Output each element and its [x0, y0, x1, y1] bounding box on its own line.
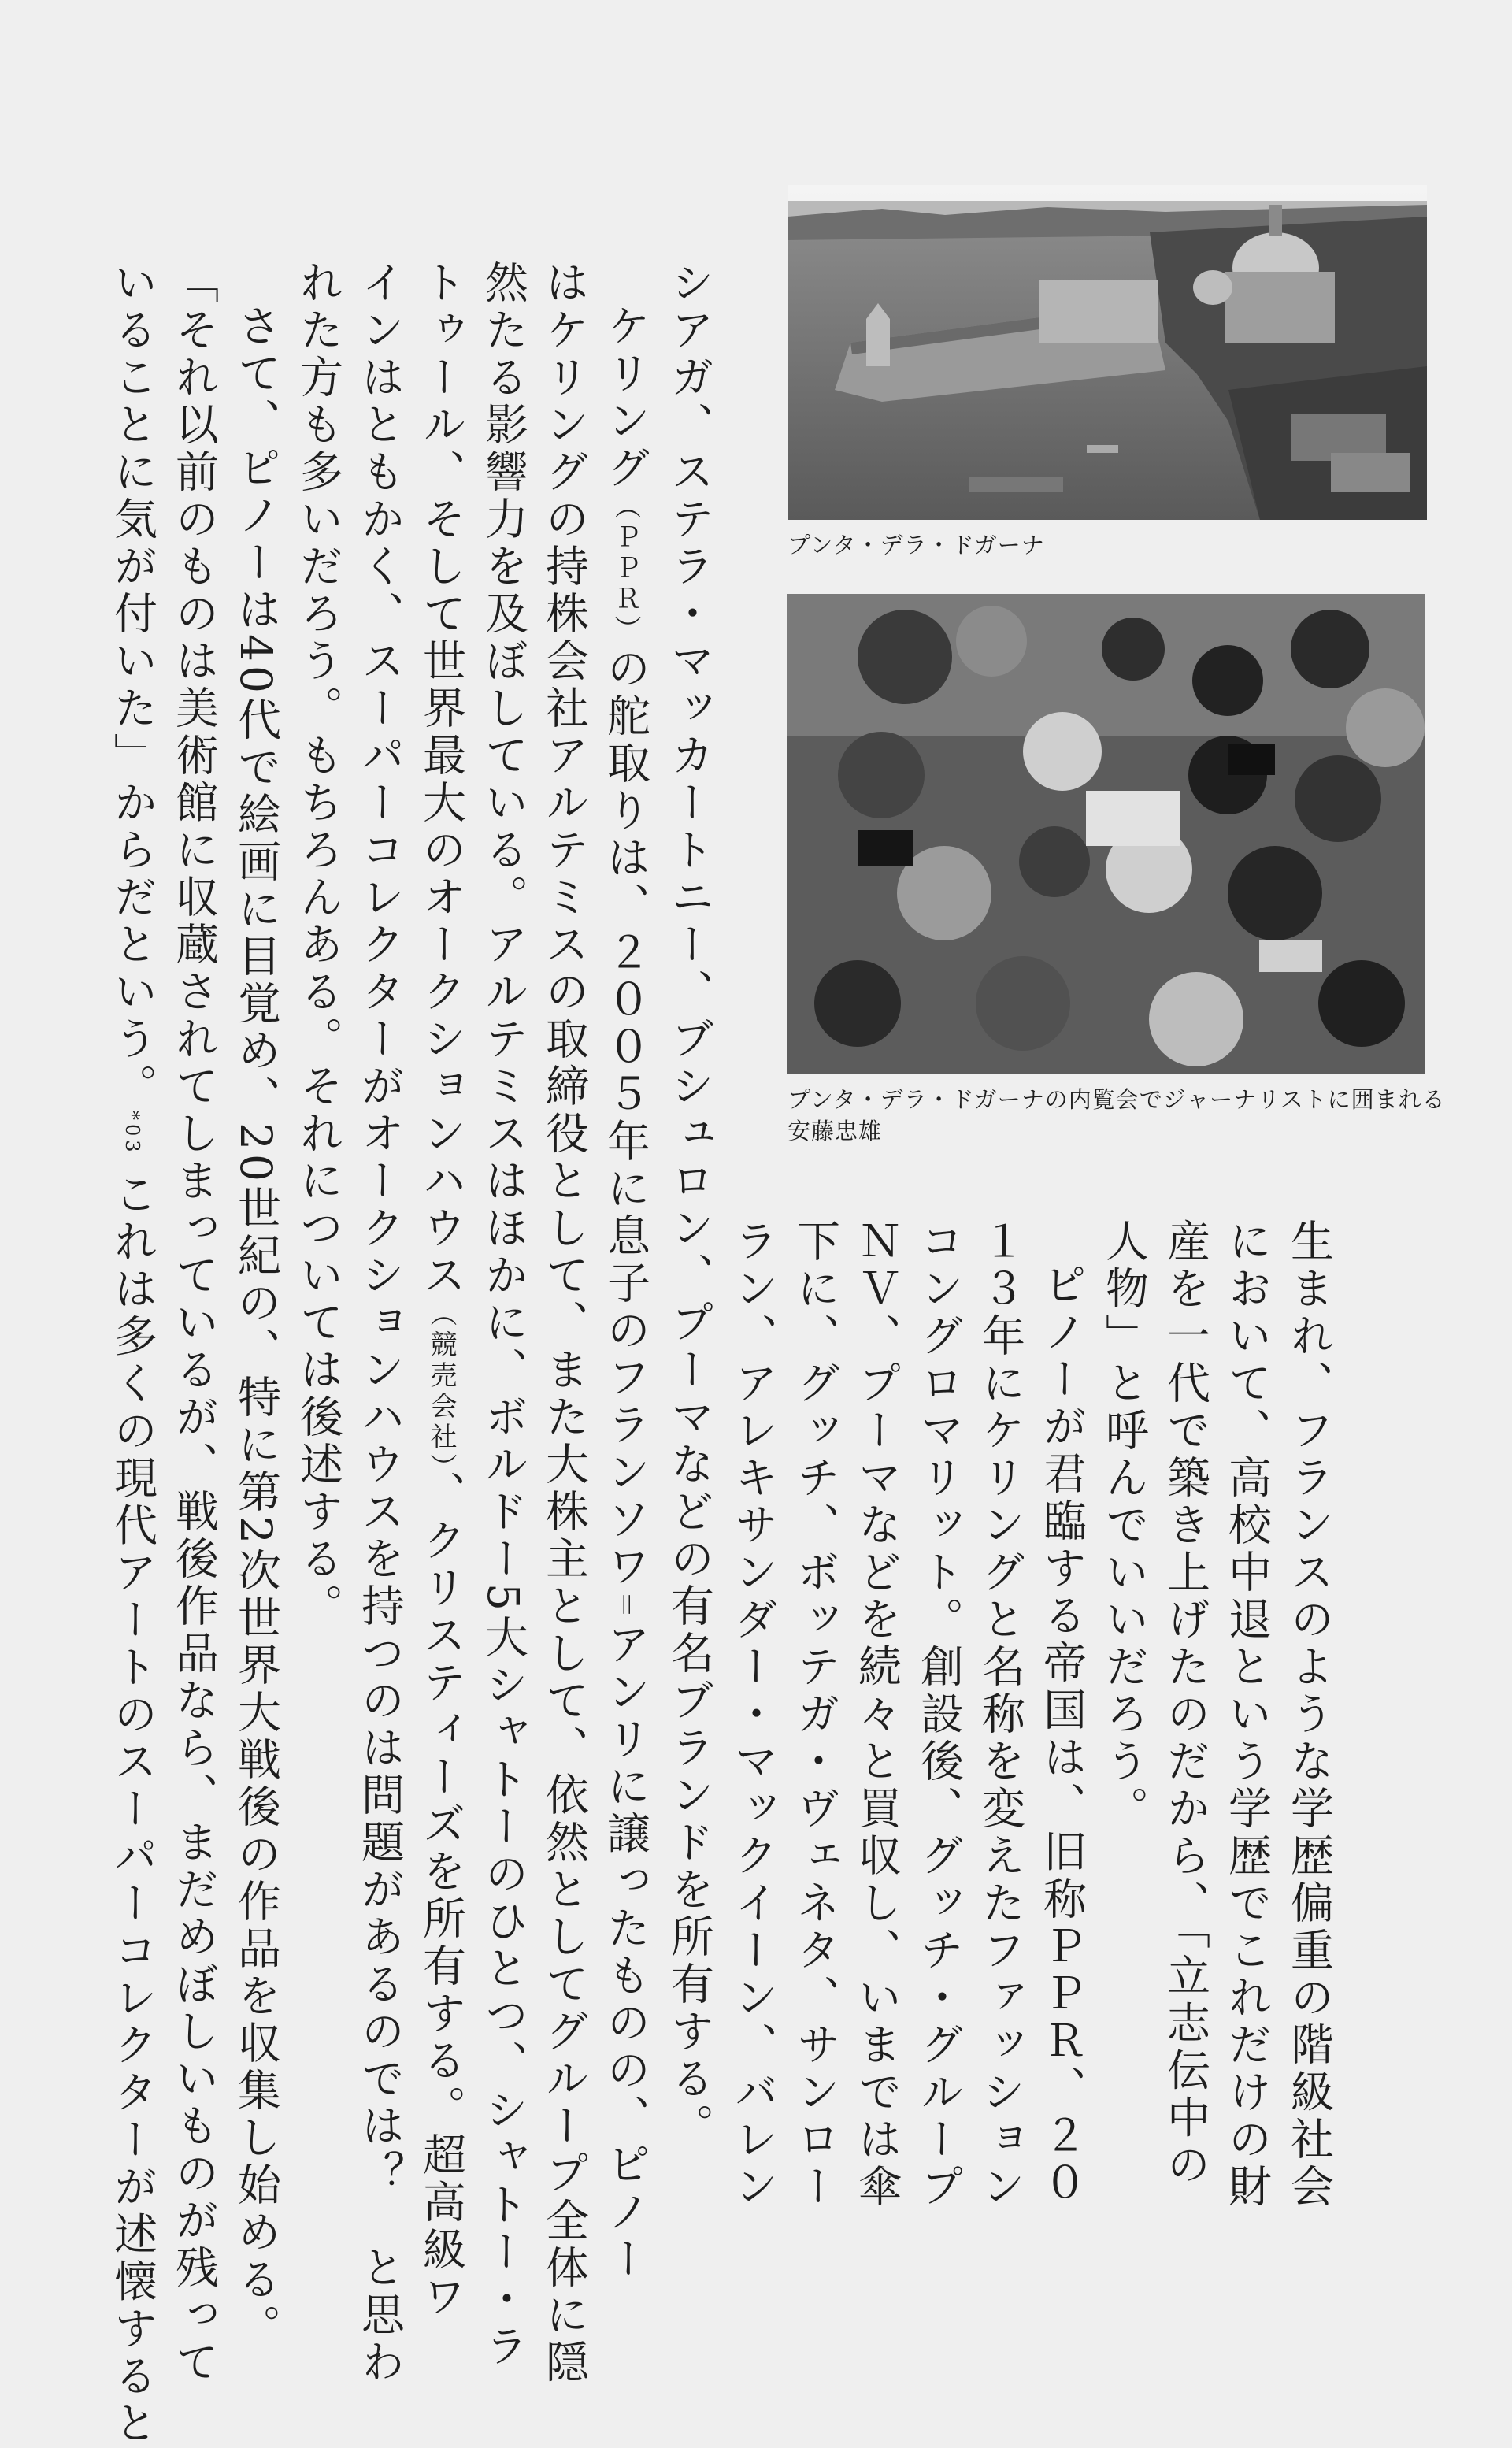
auction-note: （競売会社） — [425, 1300, 457, 1471]
upper-text-col-5-head: トゥール、そして世界最大のオークションハウス — [416, 260, 466, 1300]
press-crowd-image — [787, 594, 1425, 1074]
lower-text-col-3: 産を一代で築き上げたのだから、「立志伝中の — [1160, 1218, 1210, 2190]
upper-text-col-3: はケリングの持株会社アルテミスの取締役として、また大株主として、依然としてグループ全体に隠 — [539, 260, 589, 2387]
upper-text-col-2-rest: の舵取りは、２００５年に息子のフランソワ — [600, 646, 650, 1591]
upper-text-col-9: 「それ以前のものは美術館に収蔵されてしまっているが、戦後作品なら、まだめぼしいものが残って — [169, 260, 219, 2387]
lower-text-col-4: 人物」と呼んでいいだろう。 — [1099, 1218, 1149, 1833]
venice-aerial-image — [788, 185, 1427, 520]
caption-line-1: プンタ・デラ・ドガーナの内覧会でジャーナリストに囲まれる — [788, 1086, 1446, 1113]
upper-text-col-4: 然たる影響力を及ぼしている。アルテミスはほかに、ボルドー5大シャトーのひとつ、シャトー・ラ — [478, 260, 528, 2371]
upper-text-col-8: さて、ピノーは40代で絵画に目覚め、20世紀の、特に第2次世界大戦後の作品を収集し始める。 — [231, 303, 281, 2351]
caption-line-2: 安藤忠雄 — [788, 1118, 883, 1144]
kering-word: ケリング — [600, 303, 650, 492]
lower-text-col-6: １３年にケリングと名称を変えたファッション — [975, 1218, 1025, 2211]
upper-text-col-10 — [107, 260, 158, 2448]
lower-text-col-10: ラン、アレキサンダー・マックイーン、バレン — [728, 1218, 778, 2211]
photo-punta-della-dogana — [788, 185, 1427, 520]
upper-text-col-5 — [416, 260, 466, 2321]
lower-text-col-1: 生まれ、フランスのような学歴偏重の階級社会 — [1284, 1218, 1334, 2211]
upper-text-col-6: インはともかく、スーパーコレクターがオークションハウスを持つのは問題があるのでは？ と思わ — [354, 260, 405, 2387]
equals-note: ＝ — [610, 1591, 641, 1622]
lower-text-col-8: ＮＶ、プーマなどを続々と買収し、いまでは傘 — [851, 1218, 902, 2211]
upper-text-col-7: れた方も多いだろう。もちろんある。それについては後述する。 — [293, 260, 343, 1630]
lower-text-col-2: において、高校中退という学歴でこれだけの財 — [1221, 1218, 1272, 2211]
upper-text-col-5-tail: 、クリスティーズを所有する。超高級ワ — [416, 1471, 466, 2321]
upper-text-col-2 — [600, 303, 650, 2283]
upper-text-col-10-head: いることに気が付いた」からだという。 — [107, 260, 158, 1111]
lower-text-col-7: コングロマリット。創設後、グッチ・グループ — [914, 1218, 964, 2211]
photo-caption-top: プンタ・デラ・ドガーナ — [788, 532, 1045, 558]
photo-caption-bottom — [788, 1084, 1446, 1147]
photo-journalists-ando — [787, 594, 1425, 1074]
ppr-note: （ＰＰＲ） — [610, 492, 641, 646]
upper-text-col-10-tail: これは多くの現代アートのスーパーコレクターが述懐すると — [107, 1171, 158, 2448]
lower-text-col-5: ピノーが君臨する帝国は、旧称ＰＰＲ、２０ — [1036, 1262, 1087, 2207]
lower-text-col-9: 下に、グッチ、ボッテガ・ヴェネタ、サンロー — [790, 1218, 840, 2211]
footnote-ref-03: *03 — [121, 1111, 143, 1156]
upper-text-col-1: シアガ、ステラ・マッカートニー、ブシュロン、プーマなどの有名ブランドを所有する。 — [664, 260, 714, 2150]
upper-text-col-2-tail: アンリに譲ったものの、ピノー — [600, 1622, 650, 2283]
